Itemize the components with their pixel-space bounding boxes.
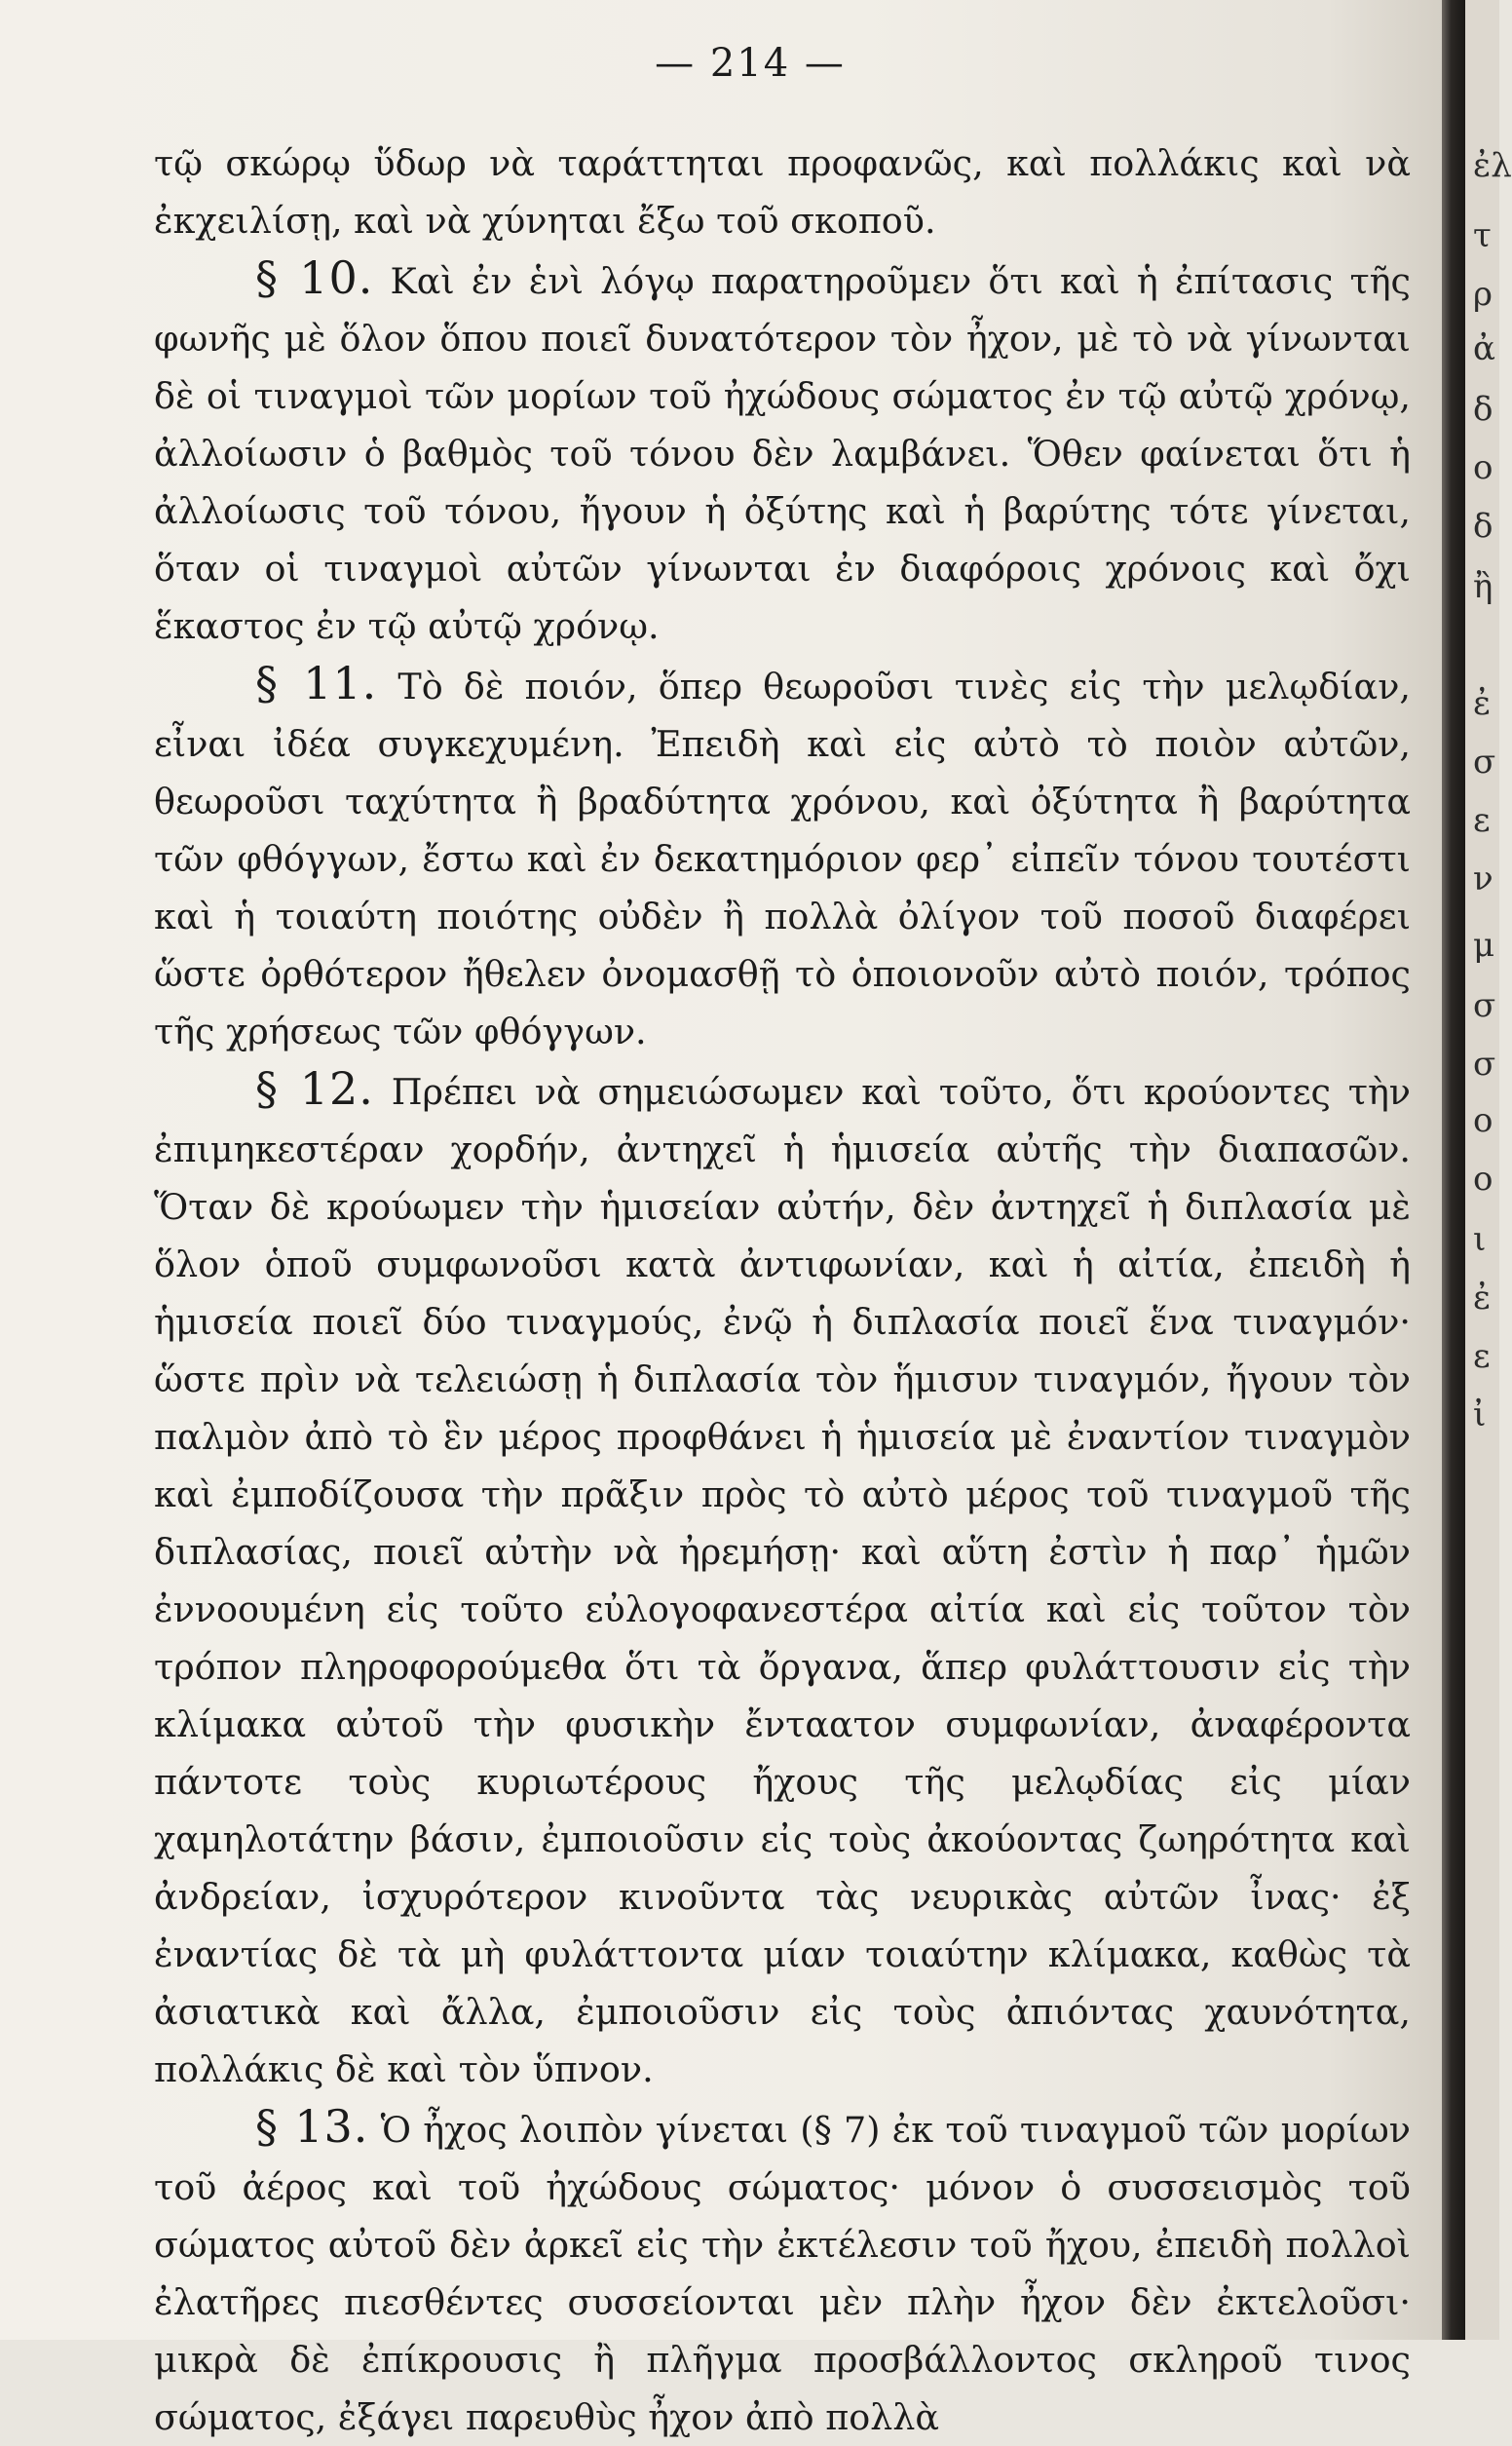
margin-letter: ἐ [1473,684,1492,723]
margin-letter: ν [1473,860,1493,898]
margin-letter: ε [1473,1337,1491,1376]
paragraph-section-12 [154,1060,1411,2098]
paragraph-section-11 [154,655,1411,1060]
margin-letter: ε [1473,801,1491,840]
margin-letter: σ [1473,986,1496,1025]
section-mark: § 13. [255,2100,369,2153]
margin-letter: ἰ [1473,1395,1487,1434]
facing-page-edge [1465,0,1512,2340]
margin-letter: τ [1473,216,1492,255]
margin-letter: δ [1473,390,1493,429]
section-mark: § 12. [255,1062,374,1115]
margin-letter: μ [1473,926,1495,965]
paragraph-text: Τὸ δὲ ποιόν, ὅπερ θεωροῦσι τινὲς εἰς τὴν μελῳδίαν, εἶναι ἰδέα συγκεχυμένη. Ἐπειδὴ καὶ εἰς αὐτὸ τὸ ποιὸν αὐτῶν, θεωροῦσι ταχύτητα ἢ βραδύτητα χρόνου, καὶ ὀξύτητα ἢ βαρύτητα τῶν φθόγγων, ἔστω καὶ ἐν δεκατημόριον φερ᾽ εἰπεῖν τόνου τουτέστι καὶ ἡ τοιαύτη ποιότης οὐδὲν ἢ πολλὰ ὀλίγον τοῦ ποσοῦ διαφέρει ὥστε ὀρθότερον ἤθελεν ὀνομασθῇ τὸ ὁποιονοῦν αὐτὸ ποιόν, τρόπος τῆς χρήσεως τῶν φθόγγων. [154,666,1411,1052]
margin-letter: ἢ [1473,567,1493,606]
margin-letter: δ [1473,507,1493,546]
margin-letter: ἐ [1473,1279,1492,1318]
paragraph-text: Πρέπει νὰ σημειώσωμεν καὶ τοῦτο, ὅτι κρούοντες τὴν ἐπιμηκεστέραν χορδήν, ἀντηχεῖ ἡ ἡμισεία αὐτῆς τὴν διαπασῶν. Ὅταν δὲ κρούωμεν τὴν ἡμισείαν αὐτήν, δὲν ἀντηχεῖ ἡ διπλασία μὲ ὅλον ὁποῦ συμφωνοῦσι κατὰ ἀντιφωνίαν, καὶ ἡ αἰτία, ἐπειδὴ ἡ ἡμισεία ποιεῖ δύο τιναγμούς, ἐνῷ ἡ διπλασία ποιεῖ ἕνα τιναγμόν· ὥστε πρὶν νὰ τελειώσῃ ἡ διπλασία τὸν ἥμισυν τιναγμόν, ἤγουν τὸν παλμὸν ἀπὸ τὸ ἓν μέρος προφθάνει ἡ ἡμισεία μὲ ἐναντίον τιναγμὸν καὶ ἐμποδίζουσα τὴν πρᾶξιν πρὸς τὸ αὐτὸ μέρος τοῦ τιναγμοῦ τῆς διπλασίας, ποιεῖ αὐτὴν νὰ ἠρεμήσῃ· καὶ αὕτη ἐστὶν ἡ παρ᾽ ἡμῶν ἐννοουμένη εἰς τοῦτο εὐλογοφανεστέρα αἰτία καὶ εἰς τοῦτον τὸν τρόπον πληροφορούμεθα ὅτι τὰ ὄργανα, ἅπερ φυλάττουσιν εἰς τὴν κλίμακα αὐτοῦ τὴν φυσικὴν ἔνταατον συμφωνίαν, ἀναφέροντα πάντοτε τοὺς κυριωτέρους ἤχους τῆς μελῳδίας εἰς μίαν χαμηλοτάτην βάσιν, ἐμποιοῦσιν εἰς τοὺς ἀκούοντας ζωηρότητα καὶ ἀνδρείαν, ἰσχυρότερον κινοῦντα τὰς νευρικὰς αὐτῶν ἶνας· ἐξ ἐναντίας δὲ τὰ μὴ φυλάττοντα μίαν τοιαύτην κλίμακα, καθὼς τὰ ἀσιατικὰ καὶ ἄλλα, ἐμποιοῦσιν εἰς τοὺς ἀπιόντας χαυνότητα, πολλάκις δὲ καὶ τὸν ὕπνον. [154,1071,1411,2090]
book-gutter [1442,0,1465,2340]
paragraph-text: Ὁ ἦχος λοιπὸν γίνεται (§ 7) ἐκ τοῦ τιναγμοῦ τῶν μορίων τοῦ ἀέρος καὶ τοῦ ἠχώδους σώματος· μόνον ὁ συσσεισμὸς τοῦ σώματος αὐτοῦ δὲν ἀρκεῖ εἰς τὴν ἐκτέλεσιν τοῦ ἤχου, ἐπειδὴ πολλοὶ ἐλατῆρες πιεσθέντες συσσείονται μὲν πλὴν ἦχον δὲν ἐκτελοῦσι· μικρὰ δὲ ἐπίκρουσις ἢ πλῆγμα προσβάλλοντος σκληροῦ τινος σώματος, ἐξάγει παρευθὺς ἦχον ἀπὸ πολλὰ [154,2109,1411,2438]
margin-letter: σ [1473,743,1496,782]
margin-letter: ἀ [1473,329,1495,368]
page-number: — 214 — [655,41,846,86]
margin-letter: ο [1473,1160,1493,1199]
paragraph-section-10 [154,249,1411,655]
margin-letter: ρ [1473,275,1493,314]
paragraph-text: τῷ σκώρῳ ὕδωρ νὰ ταράττηται προφανῶς, καὶ πολλάκις καὶ νὰ ἐκχειλίσῃ, καὶ νὰ χύνηται ἔξω τοῦ σκοποῦ. [154,142,1411,242]
margin-letter: ι [1473,1220,1487,1259]
body-text [154,134,1411,2446]
margin-letter: ἐλ [1473,146,1512,185]
margin-letter: σ [1473,1045,1496,1084]
margin-letter: ο [1473,448,1493,487]
paragraph-section-13 [154,2098,1411,2446]
margin-letter: ο [1473,1101,1493,1140]
section-mark: § 11. [255,657,378,709]
section-mark: § 10. [255,251,374,304]
paragraph-text: Καὶ ἐν ἑνὶ λόγῳ παρατηροῦμεν ὅτι καὶ ἡ ἐπίτασις τῆς φωνῆς μὲ ὅλον ὅπου ποιεῖ δυνατότερον τὸν ἦχον, μὲ τὸ νὰ γίνωνται δὲ οἱ τιναγμοὶ τῶν μορίων τοῦ ἠχώδους σώματος ἐν τῷ αὐτῷ χρόνῳ, ἀλλοίωσιν ὁ βαθμὸς τοῦ τόνου δὲν λαμβάνει. Ὅθεν φαίνεται ὅτι ἡ ἀλλοίωσις τοῦ τόνου, ἤγουν ἡ ὀξύτης καὶ ἡ βαρύτης τότε γίνεται, ὅταν οἱ τιναγμοὶ αὐτῶν γίνωνται ἐν διαφόροις χρόνοις καὶ ὄχι ἕκαστος ἐν τῷ αὐτῷ χρόνῳ. [154,260,1411,647]
paragraph-continuation [154,134,1411,249]
